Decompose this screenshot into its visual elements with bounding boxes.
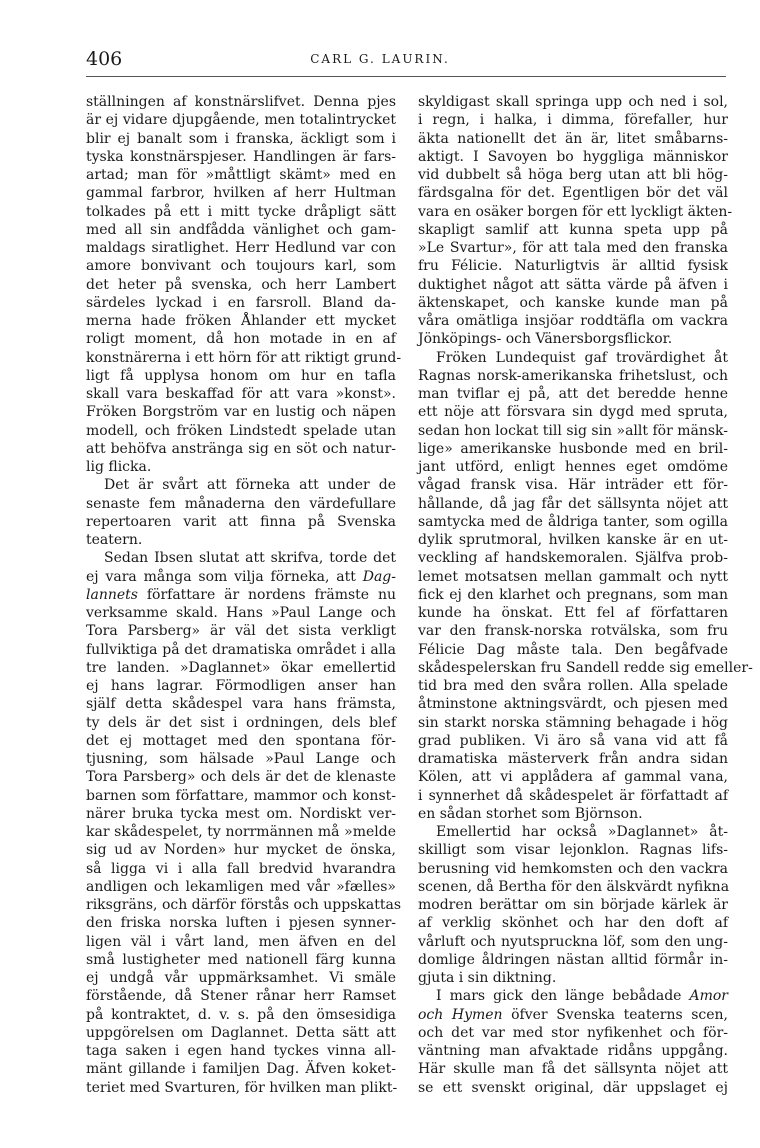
text-line bbox=[418, 294, 728, 312]
text-line bbox=[86, 969, 396, 987]
text-run: fru Félicie. Naturligtvis är alltid fysisk bbox=[418, 258, 728, 275]
text-line bbox=[86, 276, 396, 294]
text-line bbox=[418, 1006, 728, 1024]
text-line bbox=[418, 896, 728, 914]
text-line bbox=[86, 495, 396, 513]
text-run: ett nöje att försvara sin dygd med spruta, bbox=[418, 404, 728, 421]
text-line bbox=[418, 914, 728, 932]
italic-title: och Hymen bbox=[418, 1006, 503, 1023]
text-run: teatern. bbox=[86, 532, 143, 548]
text-run: af verklig skönhet och har den doft af bbox=[418, 915, 728, 932]
text-line bbox=[418, 367, 728, 385]
text-line bbox=[418, 1024, 728, 1042]
text-run: närer bruka tycka mest om. Nordiskt ver- bbox=[86, 805, 396, 822]
text-run: verksamme skald. Hans »Paul Lange och bbox=[86, 605, 396, 621]
text-line bbox=[418, 148, 728, 166]
text-run: vårluft och nyutspruckna löf, som den ung- bbox=[418, 933, 728, 950]
text-run: uppgörelsen om Daglannet. Detta sätt att bbox=[86, 1024, 396, 1041]
text-line bbox=[86, 860, 396, 878]
text-run: färdsgalna för det. Egentligen bör det väl bbox=[418, 185, 728, 202]
text-line bbox=[86, 367, 396, 385]
text-line bbox=[418, 805, 728, 823]
text-line bbox=[418, 549, 728, 567]
text-line bbox=[86, 641, 396, 659]
text-run: sig ud av Norden» hur mycket de önska, bbox=[86, 842, 396, 859]
text-line bbox=[86, 823, 396, 841]
text-line bbox=[418, 476, 728, 494]
italic-title: Amor bbox=[689, 988, 728, 1005]
text-line bbox=[418, 969, 728, 987]
text-line bbox=[86, 750, 396, 768]
text-run: duktighet något att sätta värde på äfven i bbox=[418, 276, 728, 293]
text-run: skapligt samlif att kunna speta upp på bbox=[418, 221, 728, 238]
text-line bbox=[86, 294, 396, 312]
text-run: sin starkt norska stämning behagade i hög bbox=[418, 714, 728, 731]
text-line bbox=[418, 385, 728, 403]
text-run: ty dels är det sist i ordningen, dels blef bbox=[86, 714, 396, 731]
text-line bbox=[86, 184, 396, 202]
text-line bbox=[418, 239, 728, 257]
text-run: kunde ha önskat. Ett fel af författaren bbox=[418, 605, 728, 621]
text-line bbox=[418, 257, 728, 275]
italic-title: lannets bbox=[86, 586, 138, 603]
text-run: grad publiken. Vi äro så vana vid att få bbox=[418, 732, 728, 749]
text-line bbox=[86, 933, 396, 951]
text-line bbox=[86, 1006, 396, 1024]
text-run: åtminstone aktningsvärdt, och pjesen med bbox=[418, 696, 728, 713]
text-line bbox=[86, 257, 396, 275]
text-line bbox=[86, 349, 402, 367]
text-line bbox=[86, 458, 396, 476]
text-run: skilligt som visar lejonklon. Ragnas lifs- bbox=[418, 842, 728, 859]
text-line bbox=[418, 531, 728, 549]
text-line bbox=[86, 659, 396, 677]
text-line bbox=[418, 641, 728, 659]
page-number: 406 bbox=[86, 48, 123, 70]
text-line bbox=[418, 568, 728, 586]
text-run: särdeles lyckad i en farsroll. Bland da- bbox=[86, 294, 396, 311]
text-run: Det är svårt att förneka att under de bbox=[104, 477, 396, 494]
text-run: vara en osäker borgen för ett lyckligt äkten- bbox=[418, 203, 733, 220]
text-run: äktenskapet, och kanske kunde man på bbox=[418, 294, 728, 311]
text-line bbox=[418, 604, 728, 622]
text-run: så ligga vi i alla fall bredvid hvarandra bbox=[86, 860, 396, 877]
text-run: ej hans lagrar. Förmodligen anser han bbox=[86, 678, 396, 694]
text-run: I mars gick den länge bebådade bbox=[436, 988, 690, 1005]
text-run: skådespelerskan fru Sandell redde sig emeller- bbox=[418, 659, 753, 676]
text-run: att behöfva anstränga sig en söt och natur- bbox=[86, 440, 396, 457]
text-run: teriet med Svarturen, för hvilken man plikt- bbox=[86, 1079, 398, 1096]
text-run: berusning vid hemkomsten och den vackra bbox=[418, 860, 728, 877]
text-line bbox=[86, 714, 396, 732]
text-run: ej vara många som vilja förneka, att bbox=[86, 568, 363, 585]
text-line bbox=[418, 312, 728, 330]
text-line bbox=[418, 93, 728, 111]
text-run: det heter på svenska, och herr Lambert bbox=[86, 276, 396, 293]
text-run: dramatiska mästerverk från andra sidan bbox=[418, 751, 728, 767]
text-run: fullviktiga på det dramatiska området i alla bbox=[86, 641, 396, 658]
text-run: aktigt. I Savoyen bo hyggliga människor bbox=[418, 148, 728, 165]
text-line bbox=[86, 239, 396, 257]
text-run: små lustigheter med nationell färg kunna bbox=[86, 951, 396, 968]
text-run: Tora Parsberg» är väl det sista verkligt bbox=[86, 623, 396, 640]
text-line bbox=[86, 987, 396, 1005]
text-line bbox=[418, 1060, 728, 1078]
text-line bbox=[86, 1060, 396, 1078]
text-line bbox=[418, 841, 728, 859]
text-run: med all sin andfådda vänlighet och gam- bbox=[86, 221, 396, 238]
text-run: tyska konstnärspjeser. Handlingen är fars- bbox=[86, 148, 396, 165]
text-line bbox=[418, 1079, 728, 1097]
text-line bbox=[86, 568, 396, 586]
text-line bbox=[86, 130, 396, 148]
text-line bbox=[86, 622, 396, 640]
text-run: modell, och fröken Lindstedt spelade utan bbox=[86, 422, 396, 439]
text-line bbox=[418, 768, 728, 786]
text-line bbox=[86, 549, 396, 567]
text-line bbox=[418, 860, 728, 878]
text-line bbox=[86, 93, 396, 111]
text-run: scenen, då Bertha för den älskvärdt nyfikna bbox=[418, 878, 730, 895]
text-line bbox=[418, 659, 753, 677]
text-line bbox=[86, 385, 396, 403]
text-run: »Le Svartur», för att tala med den franska bbox=[418, 240, 728, 256]
text-run: amore bonvivant och toujours karl, som bbox=[86, 258, 396, 275]
text-run: Emellertid har också »Daglannet» åt- bbox=[436, 824, 728, 840]
text-run: vid dubbelt så höga berg utan att bli hög- bbox=[418, 167, 728, 183]
text-run: andligen och lekamligen med vår »fælles» bbox=[86, 878, 396, 895]
text-run: i synnerhet då skådespelet är författadt af bbox=[418, 787, 728, 804]
text-line bbox=[418, 714, 728, 732]
text-run: skall vara beskaffad för att vara »konst». bbox=[86, 386, 396, 402]
text-run: var den fransk-norska rotvälska, som fru bbox=[418, 623, 728, 640]
text-line bbox=[86, 440, 396, 458]
text-run: skyldigast skall springa upp och ned i sol, bbox=[418, 94, 728, 110]
text-run: veckling af handskemoralen. Själfva prob- bbox=[418, 550, 728, 567]
text-line bbox=[86, 677, 396, 695]
text-run: väntning man afvaktade ridåns uppgång. bbox=[418, 1043, 728, 1059]
text-line bbox=[418, 586, 728, 604]
text-run: Ragnas norsk-amerikanska frihetslust, och bbox=[418, 367, 728, 384]
text-run: lig flicka. bbox=[86, 459, 152, 475]
text-line bbox=[86, 695, 396, 713]
text-run: Här skulle man få det sällsynta nöjet att bbox=[418, 1061, 728, 1078]
text-run: Fröken Lundequist gaf trovärdighet åt bbox=[436, 349, 728, 366]
text-line bbox=[418, 878, 728, 896]
text-run: och det var med stor nyfikenhet och för- bbox=[418, 1024, 728, 1041]
text-line bbox=[418, 732, 728, 750]
text-run: tjusning, som hälsade »Paul Lange och bbox=[86, 751, 396, 767]
text-line bbox=[418, 987, 728, 1005]
header-rule bbox=[86, 76, 726, 77]
text-line bbox=[418, 166, 728, 184]
text-run: gammal farbror, hvilken af herr Hultman bbox=[86, 185, 396, 202]
text-run: förstående, då Stener rånar herr Ramset bbox=[86, 988, 396, 1005]
text-run: tid bra med den svåra rollen. Alla spelade bbox=[418, 678, 728, 694]
text-run: repertoaren varit att finna på Svenska bbox=[86, 513, 396, 530]
text-line bbox=[418, 787, 728, 805]
text-line bbox=[418, 422, 728, 440]
text-run: roligt moment, då hon motade in en af bbox=[86, 331, 396, 348]
text-line bbox=[86, 586, 396, 604]
text-line bbox=[418, 130, 728, 148]
text-line bbox=[86, 768, 396, 786]
text-line bbox=[86, 513, 396, 531]
text-line bbox=[418, 330, 728, 348]
text-run: kar skådespelet, ty norrmännen må »melde bbox=[86, 824, 396, 840]
text-run: ställningen af konstnärslifvet. Denna pjes bbox=[86, 94, 396, 110]
text-run: äkta nationellt det än är, litet småbarns- bbox=[418, 130, 728, 147]
text-run: mänt gillande i familjen Dag. Äfven koket- bbox=[86, 1061, 396, 1078]
italic-title: Dag- bbox=[362, 568, 396, 585]
text-line bbox=[86, 403, 396, 421]
right-column bbox=[418, 93, 753, 1097]
text-line bbox=[418, 349, 728, 367]
text-line bbox=[418, 276, 728, 294]
text-run: Tora Parsberg» och dels är det de klenaste bbox=[86, 769, 396, 786]
text-line bbox=[86, 1024, 396, 1042]
text-run: Jönköpings- och Vänersborgsflickor. bbox=[418, 331, 673, 348]
text-line bbox=[418, 750, 728, 768]
text-run: på kontraktet, d. v. s. på den ömsesidiga bbox=[86, 1006, 396, 1023]
text-run: våra omätliga insjöar roddtäfla om vackra bbox=[418, 313, 728, 329]
text-run: lige» amerikanske husbonde med en bril- bbox=[418, 440, 728, 457]
text-run: gjuta i sin diktning. bbox=[418, 970, 557, 986]
text-run: den friska norska luften i pjesen synner- bbox=[86, 915, 396, 932]
text-line bbox=[418, 1042, 728, 1060]
text-run: modren berättar om sin började kärlek är bbox=[418, 897, 728, 913]
running-head: CARL G. LAURIN. bbox=[310, 52, 450, 66]
text-line bbox=[86, 531, 396, 549]
text-line bbox=[86, 148, 396, 166]
text-line bbox=[418, 184, 728, 202]
text-line bbox=[86, 878, 396, 896]
text-line bbox=[418, 513, 728, 531]
text-run: tolkades på ett i mitt tycke dråpligt sätt bbox=[86, 203, 396, 220]
text-run: domlige åldringen nästan alltid förmår in- bbox=[418, 951, 728, 968]
text-run: sedan hon lockat till sig sin »allt för mänsk- bbox=[418, 422, 729, 439]
text-run: senaste fem månaderna den värdefullare bbox=[86, 495, 396, 512]
text-run: konstnärerna i ett hörn för att riktigt grund- bbox=[86, 349, 402, 366]
text-line bbox=[86, 896, 401, 914]
text-line bbox=[418, 403, 728, 421]
text-run: är ej vidare djupgående, men totalintrycket bbox=[86, 112, 396, 129]
text-run: merna hade fröken Åhlander ett mycket bbox=[86, 313, 396, 329]
text-line bbox=[86, 221, 396, 239]
text-run: Sedan Ibsen slutat att skrifva, torde det bbox=[104, 550, 396, 567]
text-line bbox=[418, 111, 728, 129]
text-line bbox=[86, 111, 396, 129]
text-run: Félicie Dag måste tala. Den begåfvade bbox=[418, 641, 728, 658]
text-run: vågad fransk visa. Här inträder ett för- bbox=[418, 477, 728, 494]
text-line bbox=[418, 695, 728, 713]
text-line bbox=[86, 732, 396, 750]
text-run: blir ej banalt som i franska, äckligt som i bbox=[86, 130, 396, 147]
text-run: jant utförd, enligt hennes eget omdöme bbox=[418, 459, 728, 475]
text-run: tre landen. »Daglannet» ökar emellertid bbox=[86, 659, 396, 676]
text-run: riksgräns, och därför förstås och uppskattas bbox=[86, 897, 401, 913]
text-run: en sådan storhet som Björnson. bbox=[418, 805, 643, 822]
text-line bbox=[86, 330, 396, 348]
text-line bbox=[418, 823, 728, 841]
text-line bbox=[418, 622, 728, 640]
text-run: dylik sprutmoral, hvilken kanske är en ut- bbox=[418, 532, 728, 548]
text-run: ligen väl i vårt land, men äfven en del bbox=[86, 933, 396, 950]
text-line bbox=[418, 951, 728, 969]
text-run: öfver Svenska teaterns scen, bbox=[502, 1006, 728, 1023]
text-line bbox=[418, 495, 728, 513]
text-run: artad; man för »måttligt skämt» med en bbox=[86, 167, 396, 183]
text-run: lemet motsatsen mellan gammalt och nytt bbox=[418, 568, 728, 585]
text-line bbox=[86, 914, 396, 932]
text-line bbox=[86, 805, 396, 823]
text-line bbox=[86, 841, 396, 859]
text-run: ej undgå vår uppmärksamhet. Vi smäle bbox=[86, 970, 396, 986]
text-line bbox=[418, 221, 728, 239]
text-run: hållande, då jag får det sällsynta nöjet att bbox=[418, 495, 728, 512]
text-line bbox=[86, 1042, 396, 1060]
text-line bbox=[418, 933, 728, 951]
text-run: man tviflar ej på, att det beredde henne bbox=[418, 386, 728, 402]
text-run: samtycka med de åldriga tanter, som ogilla bbox=[418, 513, 728, 530]
text-run: taga saken i egen hand tyckes vinna all- bbox=[86, 1043, 396, 1059]
text-run: i regn, i halka, i dimma, förefaller, hur bbox=[418, 112, 728, 129]
text-line bbox=[418, 677, 728, 695]
text-run: maldags siratlighet. Herr Hedlund var con bbox=[86, 240, 396, 256]
text-line bbox=[86, 476, 396, 494]
text-line bbox=[418, 440, 728, 458]
text-run: barnen som författare, mammor och konst- bbox=[86, 787, 396, 804]
text-run: författare är nordens främste nu bbox=[137, 586, 396, 603]
text-run: ligt få upplysa honom om hur en tafla bbox=[86, 367, 396, 384]
text-line bbox=[86, 1079, 396, 1097]
text-run: se ett svenskt original, där uppslaget ej bbox=[418, 1079, 728, 1096]
text-run: fick ej den klarhet och pregnans, som man bbox=[418, 586, 728, 603]
text-line bbox=[86, 951, 396, 969]
text-line bbox=[86, 604, 396, 622]
text-line bbox=[86, 787, 396, 805]
left-column bbox=[86, 93, 402, 1097]
text-run: själf detta skådespel vara hans främsta, bbox=[86, 696, 396, 713]
text-line bbox=[86, 422, 396, 440]
text-run: det ej mottaget med den spontana för- bbox=[86, 732, 396, 749]
text-line bbox=[418, 458, 728, 476]
text-run: Fröken Borgström var en lustig och näpen bbox=[86, 404, 396, 421]
text-line bbox=[86, 166, 396, 184]
text-line bbox=[86, 203, 396, 221]
text-line bbox=[86, 312, 396, 330]
text-run: Kölen, att vi applådera af gammal vana, bbox=[418, 769, 728, 786]
text-line bbox=[418, 203, 733, 221]
